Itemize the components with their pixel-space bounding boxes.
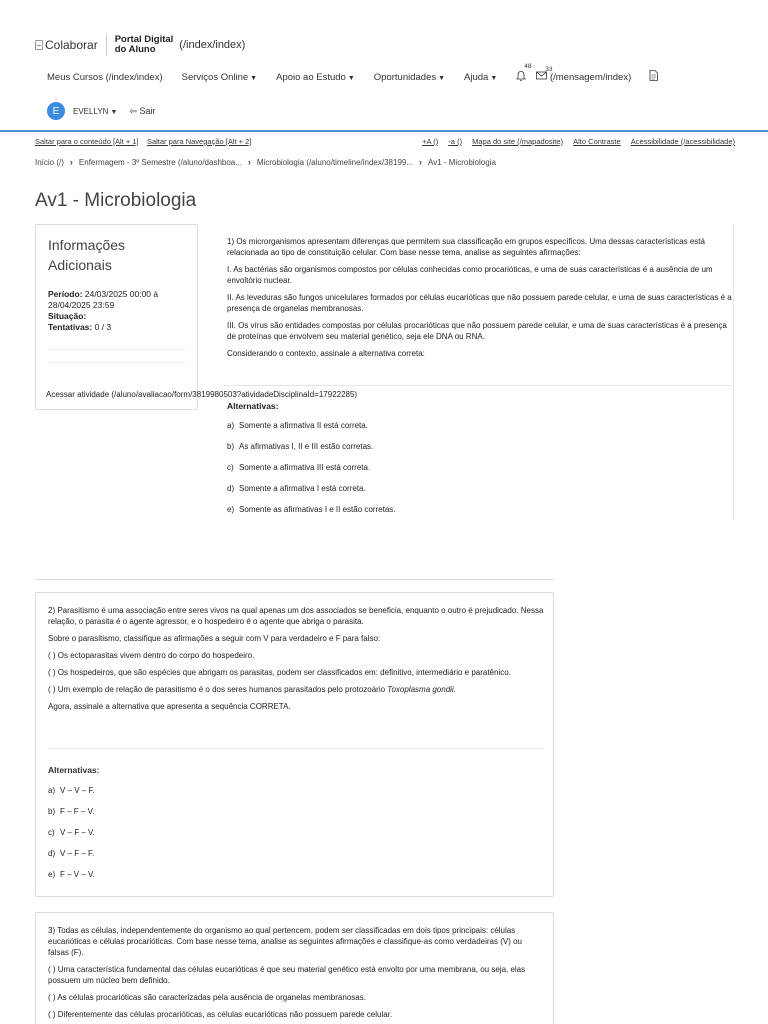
tentativas-value: 0 / 3 — [94, 322, 112, 332]
alternative-b[interactable] — [48, 807, 95, 828]
breadcrumb-course[interactable]: Enfermagem - 3º Semestre (/aluno/dashboa... — [78, 157, 242, 167]
alt-letter: c) — [48, 828, 55, 837]
access-activity-link[interactable]: Acessar atividade (/aluno/avaliacao/form/3819980503?atividadeDisciplinaId=17922285) — [46, 390, 358, 399]
caret-down-icon: ▼ — [110, 108, 118, 116]
document-button[interactable] — [649, 70, 658, 84]
main-nav — [47, 63, 658, 84]
chevron-right-icon: › — [419, 157, 423, 167]
sidebar-details — [48, 289, 185, 333]
bell-icon — [516, 70, 526, 81]
breadcrumb-subject[interactable]: Microbiologia (/aluno/timeline/index/38199... — [256, 157, 414, 167]
statement-item: II. As leveduras são fungos unicelulares formados por células eucarióticas que não possuem parede celular, e uma de suas características é a presença de organelas membranosas. — [227, 293, 732, 313]
alternatives-list — [227, 421, 396, 526]
nav-label: Serviços Online — [181, 71, 249, 83]
alt-letter: a) — [227, 421, 235, 430]
nav-label: Meus Cursos (/index/index) — [47, 71, 163, 83]
question-prompt: Considerando o contexto, assinale a alternativa correta: — [227, 349, 425, 358]
statement-item — [48, 684, 545, 695]
statement-item: ( ) As células procarióticas são caracterizadas pela ausência de organelas membranosas. — [48, 993, 366, 1002]
question-prompt: Agora, assinale a alternativa que apresenta a sequência CORRETA. — [48, 702, 291, 711]
situacao-label: Situação: — [48, 311, 87, 321]
nav-meus-cursos[interactable] — [47, 72, 163, 83]
caret-down-icon: ▼ — [250, 74, 258, 82]
statement-item: III. Os vírus são entidades compostas por células procarióticas que não possuem parede celular, e uma de suas características é a presença de proteínas que envolvem seu material genético, seja ele DNA ou RNA. — [227, 321, 727, 341]
nav-label: Ajuda — [464, 71, 489, 83]
alternative-d[interactable] — [227, 484, 396, 505]
statement-text: ( ) Um exemplo de relação de parasitismo é o dos seres humanos parasitados pelo protozoário — [48, 685, 388, 694]
question-statement: 1) Os microrganismos apresentam diferenças que permitem sua classificação em grupos específicos. Uma dessas características está relacionada ao tipo de constituição celular. Com base nesse tema, analise as seguintes afirmações: — [227, 237, 705, 257]
divider — [224, 385, 734, 386]
breadcrumb — [35, 157, 496, 167]
alternative-b[interactable] — [227, 442, 396, 463]
chevron-right-icon: › — [69, 157, 73, 167]
messages-link[interactable] — [536, 66, 632, 83]
sitemap-link[interactable]: Mapa do site (/mapadosite) — [472, 137, 564, 146]
periodo-value: 24/03/2025 00:00 à 28/04/2025 23:59 — [48, 289, 159, 310]
statement-item: ( ) Os ectoparasitas vivem dentro do corpo do hospedeiro. — [48, 651, 255, 660]
statement-italic: Toxoplasma gondii. — [387, 685, 456, 694]
nav-apoio-estudo[interactable] — [276, 72, 355, 83]
statement-item: ( ) Os hospedeiros, que são espécies que abrigam os parasitas, podem ser classificados em: definitivo, intermediário e paratênico. — [48, 668, 511, 677]
sidebar-title: Informações Adicionais — [48, 237, 126, 273]
alternatives-list — [48, 786, 95, 891]
alternative-e[interactable] — [227, 505, 396, 526]
divider — [48, 362, 185, 363]
high-contrast-link[interactable]: Alto Contraste — [573, 137, 621, 146]
accessibility-link[interactable]: Acessibilidade (/acessibilidade) — [630, 137, 735, 146]
caret-down-icon: ▼ — [347, 74, 355, 82]
header-rule — [0, 130, 768, 132]
logout-button[interactable] — [129, 106, 155, 117]
nav-ajuda[interactable] — [464, 72, 497, 83]
nav-label: Apoio ao Estudo — [276, 71, 346, 83]
nav-servicos-online[interactable] — [182, 72, 257, 83]
alt-letter: d) — [48, 849, 56, 858]
alternative-d[interactable] — [48, 849, 95, 870]
divider — [48, 748, 544, 749]
alt-text: V – F – F. — [60, 849, 95, 858]
alternatives-label: Alternativas: — [227, 401, 279, 411]
question-instruction: Sobre o parasitismo, classifique as afirmações a seguir com V para verdadeiro e F para falso: — [48, 634, 381, 643]
page-title: Av1 - Microbiologia — [35, 190, 197, 211]
document-icon — [649, 70, 658, 81]
logout-icon: ⇦ — [129, 105, 137, 116]
broken-image-icon — [35, 40, 43, 50]
divider — [35, 579, 554, 580]
breadcrumb-current: Av1 - Microbiologia — [428, 157, 496, 167]
alt-text: F – V – V. — [60, 870, 95, 879]
alt-letter: e) — [227, 505, 235, 514]
alt-letter: e) — [48, 870, 56, 879]
question-2 — [35, 592, 554, 897]
header-divider — [106, 34, 107, 56]
statement-item: I. As bactérias são organismos compostos por células conhecidas como procarióticas, e uma de suas características é a ausência de um envoltório nuclear. — [227, 265, 713, 285]
alt-text: V – V – F. — [60, 786, 95, 795]
portal-title — [115, 35, 174, 55]
user-dropdown[interactable] — [73, 107, 117, 116]
question-3 — [35, 912, 554, 1024]
user-menu — [47, 102, 155, 120]
alternative-c[interactable] — [227, 463, 396, 484]
logout-label: Sair — [139, 105, 156, 116]
question-1 — [227, 236, 735, 365]
avatar[interactable]: E — [47, 102, 65, 120]
nav-label: Oportunidades — [373, 71, 437, 83]
alternative-e[interactable] — [48, 870, 95, 891]
statement-item: ( ) Uma característica fundamental das células eucarióticas é que seu material genético está envolto por uma membrana, ou seja, elas possuem um núcleo bem definido. — [48, 965, 526, 985]
nav-oportunidades[interactable] — [374, 72, 445, 83]
site-header — [35, 34, 245, 56]
question-statement: 3) Todas as células, independentemente do organismo ao qual pertencem, podem ser classificadas em dois tipos principais: células eucarióticas e células procarióticas. Com base nesse tema, analise as seguintes afirmações e classifique-as como verdadeiras (V) ou falsas (F). — [48, 926, 523, 957]
divider — [733, 224, 734, 520]
alt-text: Somente as afirmativas I e II estão corretas. — [239, 505, 396, 514]
tentativas-label: Tentativas: — [48, 322, 93, 332]
statement-item: ( ) Diferentemente das células procarióticas, as células eucarióticas não possuem parede celular. — [48, 1010, 393, 1019]
alternative-a[interactable] — [227, 421, 396, 442]
portal-title-line2: do Aluno — [114, 44, 156, 55]
font-decrease-link[interactable]: -a () — [448, 137, 463, 146]
portal-home-link[interactable]: (/index/index) — [179, 39, 246, 51]
alt-text: Somente a afirmativa III está correta. — [239, 463, 371, 472]
caret-down-icon: ▼ — [490, 74, 498, 82]
skip-to-nav-link[interactable]: Saltar para Navegação [Alt + 2] — [146, 137, 252, 146]
alt-letter: b) — [48, 807, 56, 816]
caret-down-icon: ▼ — [438, 74, 446, 82]
font-increase-link[interactable]: +A () — [422, 137, 439, 146]
alt-letter: a) — [48, 786, 56, 795]
alt-text: V – F – V. — [60, 828, 95, 837]
messages-label: (/mensagem/index) — [549, 72, 632, 83]
logo-alt-text: Colaborar — [45, 38, 98, 52]
skip-to-content-link[interactable]: Saltar para o conteúdo [Alt + 1] — [35, 137, 139, 146]
alternatives-label: Alternativas: — [48, 765, 100, 775]
colaborar-logo[interactable] — [35, 38, 98, 52]
breadcrumb-home[interactable]: Início (/) — [35, 157, 64, 167]
alt-text: Somente a afirmativa I está correta. — [239, 484, 366, 493]
alternative-a[interactable] — [48, 786, 95, 807]
messages-count: 33 — [545, 66, 553, 73]
notifications-count: 48 — [524, 63, 532, 70]
alt-letter: c) — [227, 463, 234, 472]
alternative-c[interactable] — [48, 828, 95, 849]
notifications-button[interactable] — [516, 63, 532, 84]
alt-text: F – F – V. — [60, 807, 95, 816]
portal-title-line1: Portal Digital — [114, 34, 174, 45]
alt-text: As afirmativas I, II e III estão corretas. — [239, 442, 374, 451]
alt-text: Somente a afirmativa II está correta. — [239, 421, 368, 430]
question-statement: 2) Parasitismo é uma associação entre seres vivos na qual apenas um dos associados se beneficia, enquanto o outro é prejudicado. Nessa relação, o parasita é o agente agressor, e o hospedeiro é o agente que abriga o parasita. — [48, 606, 544, 626]
periodo-label: Período: — [48, 289, 83, 299]
chevron-right-icon: › — [247, 157, 251, 167]
alt-letter: b) — [227, 442, 235, 451]
user-name: EVELLYN — [73, 106, 109, 116]
divider — [48, 349, 185, 350]
alt-letter: d) — [227, 484, 235, 493]
